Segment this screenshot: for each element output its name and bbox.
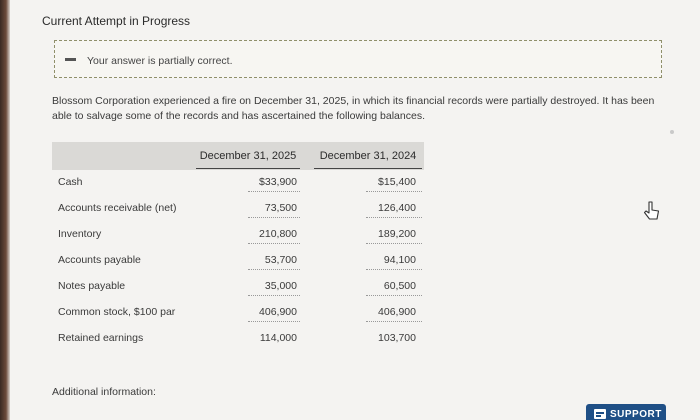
problem-statement: Blossom Corporation experienced a fire on December 31, 2025, in which its financial records were partially destroyed. It has been able to salvage some of the records and has ascertained the following balances. xyxy=(52,95,655,122)
mouse-pointer-icon xyxy=(642,200,662,222)
value-2025: 73,500 xyxy=(264,202,297,214)
answer-status-text: Your answer is partially correct. xyxy=(87,55,233,67)
row-divider xyxy=(366,243,422,244)
row-divider xyxy=(366,269,422,270)
row-divider xyxy=(248,321,300,322)
value-2024: $15,400 xyxy=(378,176,416,188)
value-2025: 53,700 xyxy=(264,254,297,266)
page-title: Current Attempt in Progress xyxy=(42,14,191,28)
row-divider xyxy=(248,269,300,270)
table-header xyxy=(52,142,424,170)
value-2025: 210,800 xyxy=(259,228,297,240)
value-2025: 35,000 xyxy=(264,280,297,292)
row-divider xyxy=(366,191,422,192)
row-divider xyxy=(248,295,300,296)
row-label: Accounts payable xyxy=(58,254,141,266)
row-label: Cash xyxy=(58,176,83,188)
table-row xyxy=(52,300,424,326)
scroll-indicator-dot xyxy=(670,130,674,134)
chat-icon xyxy=(594,409,606,419)
row-label: Inventory xyxy=(58,228,102,240)
column-underline xyxy=(196,168,300,169)
value-2024: 406,900 xyxy=(378,306,416,318)
value-2025: 114,000 xyxy=(259,332,297,344)
row-label: Notes payable xyxy=(58,280,126,292)
table-row xyxy=(52,222,424,248)
support-label: SUPPORT xyxy=(610,409,662,420)
row-divider xyxy=(248,243,300,244)
table-row xyxy=(52,248,424,274)
support-button[interactable] xyxy=(586,404,666,420)
additional-info-heading: Additional information: xyxy=(52,386,156,398)
table-row xyxy=(52,196,424,222)
value-2024: 94,100 xyxy=(383,254,416,266)
column-underline xyxy=(314,168,422,169)
photo-frame-edge xyxy=(0,0,10,420)
column-header-2025: December 31, 2025 xyxy=(199,150,297,162)
value-2024: 189,200 xyxy=(378,228,416,240)
partial-correct-icon xyxy=(65,58,76,61)
table-row xyxy=(52,170,424,196)
row-label: Retained earnings xyxy=(58,332,144,344)
table-row xyxy=(52,326,424,352)
value-2025: 406,900 xyxy=(259,306,297,318)
row-divider xyxy=(366,321,422,322)
row-divider xyxy=(248,217,300,218)
row-label: Accounts receivable (net) xyxy=(58,202,177,214)
column-header-2024: December 31, 2024 xyxy=(319,150,417,162)
table-row xyxy=(52,274,424,300)
row-divider xyxy=(366,217,422,218)
row-label: Common stock, $100 par xyxy=(58,306,176,318)
value-2024: 103,700 xyxy=(378,332,416,344)
row-divider xyxy=(248,191,300,192)
answer-status-banner xyxy=(54,40,662,78)
value-2024: 126,400 xyxy=(378,202,416,214)
value-2025: $33,900 xyxy=(259,176,297,188)
row-divider xyxy=(366,295,422,296)
value-2024: 60,500 xyxy=(383,280,416,292)
